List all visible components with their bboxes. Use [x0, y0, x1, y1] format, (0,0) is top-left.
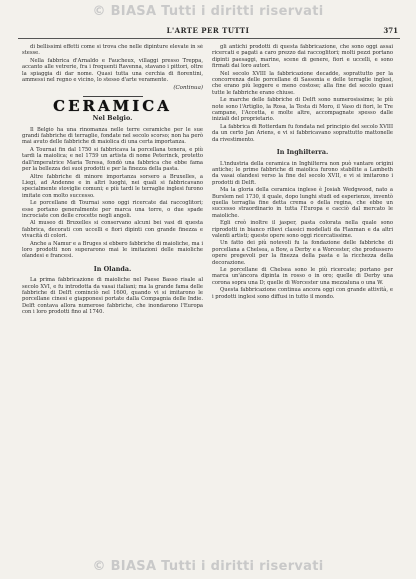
watermark-bottom: © BIASA Tutti i diritti riservati [92, 559, 324, 574]
paragraph: Il Belgio ha una rinomanza nelle terre ceramiche per le sue grandi fabbriche di terraglie, fondate nel secolo scorso; non ha però mai avuto delle fabbriche di maiolica di una certa importanza. [22, 126, 203, 146]
paragraph: di bellissimi effetti come si trova che nelle dipinture elevate in sé stesse. [22, 44, 203, 57]
paragraph: A Tournai fin dal 1750 si fabbricava la porcellana tenera, e più tardi la maiolica; e nel 1759 un artista di nome Peterinck, protetto dall'imperatrice Maria Teresa, fondò una fabbrica che ebbe fama per la bellezza dei suoi prodotti e per la finezza della pasta. [22, 146, 203, 173]
paragraph: gli antichi prodotti di questa fabbricazione, che sono oggi assai ricercati e pagati a caro prezzo dai raccoglitori; molti pezzi portano dipinti paesaggi, marine, scene di genere, fiori e uccelli, e sono firmati dai loro autori. [212, 44, 393, 70]
left-column [22, 44, 203, 554]
section-title: CERAMICA [53, 96, 172, 115]
page-number: 371 [383, 26, 398, 35]
running-header [0, 26, 416, 38]
right-column [212, 44, 393, 554]
continued-note: (Continua) [173, 85, 203, 92]
paragraph: Le marche delle fabbriche di Delft sono numerosissime; le più note sono l'Artiglio, la Rosa, la Testa di Moro, il Vaso di fiori, le Tre campane, l'Accetta, e molte altre, accompagnate spesso dalle iniziali del proprietario. [212, 97, 393, 123]
paragraph: Nel secolo XVIII la fabbricazione decadde, soprattutto per la concorrenza delle porcellane di Sassonia e delle terraglie inglesi, che erano più leggere e meno costose; alla fine del secolo quasi tutte le fabbriche erano chiuse. [212, 70, 393, 96]
subsection-title: Nel Belgio. [92, 114, 133, 123]
paragraph: La fabbrica di Rotterdam fu fondata nel principio del secolo XVIII da un certo Jan Ariens, e vi si fabbricavano soprattutto mattonelle da rivestimento. [212, 123, 393, 143]
paragraph: Al museo di Bruxelles si conservano alcuni bei vasi di questa fabbrica, decorati con uccelli e fiori dipinti con grande finezza e vivacità di colori. [22, 220, 203, 240]
watermark-top: © BIASA Tutti i diritti riservati [92, 4, 324, 19]
paragraph: Anche a Namur e a Bruges si ebbero fabbriche di maioliche, ma i loro prodotti non superarono mai le imitazioni delle maioliche olandesi e francesi. [22, 240, 203, 260]
journal-title: L'ARTE PER TUTTI [166, 26, 250, 35]
paragraph: L'industria della ceramica in Inghilterra non può vantare origini antiche; le prime fabbriche di maiolica furono stabilite a Lambeth da vasai olandesi verso la fine del secolo XVII, e vi si imitarono i prodotti di Delft. [212, 160, 393, 186]
paragraph: La prima fabbricazione di maioliche nel Paese Basso risale al secolo XVI, e fu introdotta da vasai italiani; ma la grande fama delle fabbriche di Delft cominciò nel 1600, quando vi si imitarono le porcellane cinesi e giapponesi portate dalla Compagnia delle Indie. Delft contava allora numerose fabbriche, che inondarono l'Europa con i loro prodotti fino al 1740. [22, 277, 203, 316]
paragraph: Ma la gloria della ceramica inglese è Josiah Wedgwood, nato a Burslem nel 1730, il quale, dopo lunghi studi ed esperienze, inventò quella terraglia fine detta crema o della regina, che ebbe un successo straordinario in tutta l'Europa e cacciò dal mercato le maioliche. [212, 187, 393, 219]
paragraph: Le porcellane di Tournai sono oggi ricercate dai raccoglitori; esse portano generalmente per marca una torre, o due spade incrociate con delle crocette negli angoli. [22, 200, 203, 219]
paragraph: Le porcellane di Chelsea sono le più ricercate; portano per marca un'àncora dipinta in rosso o in oro; quelle di Derby una corona sopra una D; quelle di Worcester una mezzaluna o una W. [212, 267, 393, 286]
paragraph: Egli creò inoltre il jasper, pasta colorata nella quale sono riprodotti in bianco rilievi classici modellati da Flaxman e da altri valenti artisti; queste opere sono oggi ricercatissime. [212, 220, 393, 239]
paragraph: Un fatto dei più notevoli fu la fondazione delle fabbriche di porcellana a Chelsea, a Bow, a Derby e a Worcester, che produssero opere pregevoli per la finezza della pasta e la ricchezza della decorazione. [212, 240, 393, 266]
header-rule [18, 38, 400, 39]
subsection-title: In Inghilterra. [276, 148, 329, 157]
paragraph: Nella fabbrica d'Arnaldo e Faucheux, villaggi presso Treppa, accanto alle vetrerie, fra i frequenti Ravenna, stavano i pittori, oltre la spiaggia di dar nome. Quasi tutta una cerchia di fiorentini, ammessi nel regno e vicino, lo stesso d'arte veramente. [22, 57, 203, 84]
paragraph: Questa fabbricazione continua ancora oggi con grande attività, e i prodotti inglesi sono diffusi in tutto il mondo. [212, 287, 393, 300]
subsection-title: In Olanda. [93, 264, 132, 273]
paragraph: Altre fabbriche di minore importanza sorsero a Bruxelles, a Liegi, ad Andenne e in altri luoghi, nei quali si fabbricavano specialmente stoviglie comuni; e più tardi le terraglie inglesi furono imitate con molto successo. [22, 173, 203, 199]
